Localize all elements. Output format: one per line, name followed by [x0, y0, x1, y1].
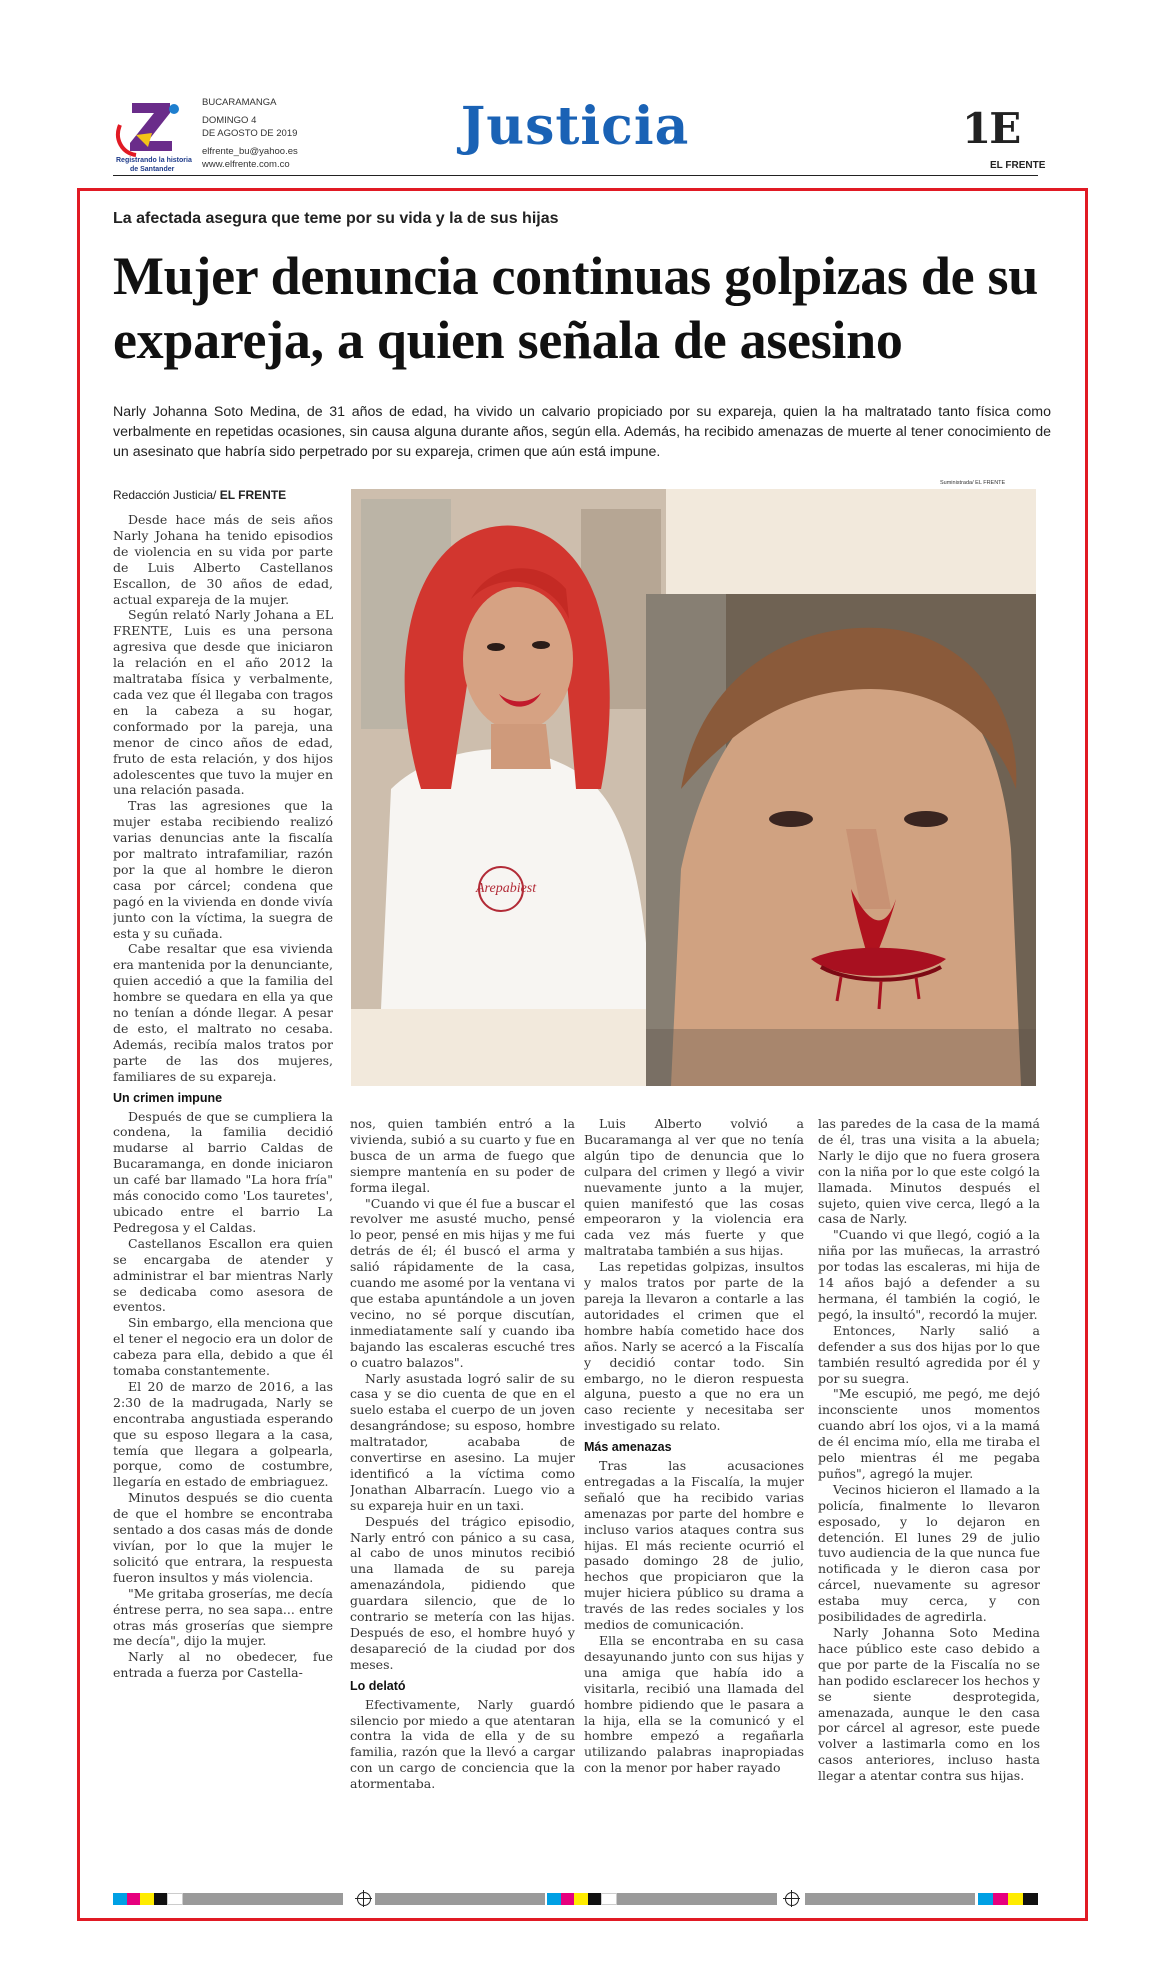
paragraph: Castellanos Escallon era quien se encargaba de atender y administrar el bar mientras Narly se dedicaba como asesora de eventos.	[113, 1235, 333, 1315]
masthead-meta	[202, 96, 298, 171]
paragraph: Tras las agresiones que la mujer estaba recibiendo realizó varias denuncias ante la fiscalía por maltrato intrafamiliar, razón por la que al hombre le dieron casa por cárcel; condena que pagó en la vivienda en donde vivía junto con la víctima, la suegra de esta y su cuñada.	[113, 798, 333, 941]
column-3	[584, 1116, 804, 1861]
kicker: La afectada asegura que teme por su vida y la de sus hijas	[113, 210, 559, 227]
paragraph: Ella se encontraba en su casa desayunando junto con sus hijas y una amiga que había ido a visitarla, recibió una llamada del hombre pidiendo que le pasara a la hija, ella se la comunicó y el hombre empezó a regañarla utilizando palabras inapropiadas con la menor por haber rayado	[584, 1633, 804, 1776]
byline-paper: EL FRENTE	[219, 488, 287, 502]
paragraph: "Me gritaba groserías, me decía éntrese perra, no sea sapa... entre otras más groserías que siempre me decía", dijo la mujer.	[113, 1585, 333, 1649]
paragraph: Desde hace más de seis años Narly Johana ha tenido episodios de violencia en su vida por parte de Luis Alberto Castellanos Escallon, de 30 años de edad, actual expareja de la mujer.	[113, 512, 333, 607]
subhead-mas-amenazas: Más amenazas	[584, 1440, 672, 1455]
masthead-rule	[113, 175, 1038, 176]
photo-credit: Suministrada/ EL FRENTE	[940, 480, 1006, 486]
paragraph: "Cuando vi que él fue a buscar el revolver me asusté mucho, pensé lo peor, pensé en mis hijas y me fui detrás de él; él buscó el arma y salió rápidamente de la casa, cuando me asomé por la ventana vi que estaba apuntándole a un joven vecino, no sé porque discutían, inmediatamente salí y cuando iba bajando las escaleras escuché tres o cuatro balazos".	[350, 1195, 575, 1370]
email: elfrente_bu@yahoo.es	[202, 146, 298, 157]
column-4	[818, 1116, 1040, 1861]
paragraph: Narly al no obedecer, fue entrada a fuerza por Castella-	[113, 1649, 333, 1681]
website: www.elfrente.com.co	[202, 159, 290, 170]
byline-prefix: Redacción Justicia/	[113, 488, 217, 502]
paragraph: Después de que se cumpliera la condena, la familia decidió mudarse al barrio Caldas de Bucaramanga, en donde iniciaron un café bar llamado "La hora fría" más conocido como 'Los tauretes', ubicado entre el barrio La Pedregosa y el Caldas.	[113, 1108, 333, 1235]
paragraph: "Me escupió, me pegó, me dejó inconsciente unos momentos cuando abrí los ojos, vi a la mamá de él encima mío, ella me tiraba el pelo mientras él me pegaba puños", agregó la mujer.	[818, 1386, 1040, 1481]
paragraph: Según relató Narly Johana a EL FRENTE, Luis es una persona agresiva que desde que iniciaron la relación en el año 2012 la maltrataba física y verbalmente, cada vez que él llegaba con tragos en la cabeza a su hogar, conformado por la pareja, una menor de cinco años de edad, fruto de esta relación, y dos hijos adolescentes que tuvo la mujer en una relación pasada.	[113, 607, 333, 798]
paragraph: Minutos después se dio cuenta de que el hombre se encontraba sentado a dos casas más de donde vivían, por lo que la mujer le solicitó que entrara, la respuesta fueron insultos y más violencia.	[113, 1490, 333, 1585]
color-registration-bar-mid	[547, 1893, 617, 1905]
column-2	[350, 1116, 575, 1861]
paragraph: "Cuando vi que llegó, cogió a la niña por las muñecas, la arrastró por todas las escaleras, mi hija de 14 años bajó a defender a su hermana, él también la cogió, le pegó, la insultó", recordó la mujer.	[818, 1227, 1040, 1322]
paragraph: El 20 de marzo de 2016, a las 2:30 de la madrugada, Narly se encontraba angustiada esperando que su esposo llegara a la casa, temía que llegara a golpearla, porque, como de costumbre, llegaría en estado de embriaguez.	[113, 1378, 333, 1490]
photo-collage	[351, 489, 1036, 1086]
logo-tagline-1: Registrando la historia	[116, 157, 192, 164]
paragraph: Las repetidas golpizas, insultos y malos tratos por parte de la pareja la llevaron a contarle a las autoridades el crimen que el hombre había cometido hace dos años. Narly se acercó a la Fiscalía y decidió contar todo. Sin embargo, no le dieron respuesta alguna, puesto a que no era un caso reciente y necesitaba ser investigado su relato.	[584, 1259, 804, 1434]
paragraph: Sin embargo, ella menciona que el tener el negocio era un dolor de cabeza para ella, debido a que él tomaba constantemente.	[113, 1315, 333, 1379]
section-title: Justicia	[460, 96, 690, 157]
lead-paragraph: Narly Johanna Soto Medina, de 31 años de edad, ha vivido un calvario propiciado por su expareja, quien la ha maltratado tanto física como verbalmente en repetidas ocasiones, sin causa alguna durante años, según ella. Además, ha recibido amenazas de muerte al tener conocimiento de un asesinato que habría sido perpetrado por su expareja, crimen que aún está impune.	[113, 404, 1051, 460]
paragraph: Vecinos hicieron el llamado a la policía, finalmente lo llevaron esposado, y lo dejaron en detención. El lunes 29 de julio tuvo audiencia de la que nunca fue notificada y le dieron casa por cárcel, nuevamente su agresor estaba muy cerca, y con posibilidades de agredirla.	[818, 1481, 1040, 1625]
subhead-lo-delato: Lo delató	[350, 1678, 406, 1693]
city: BUCARAMANGA	[202, 97, 277, 108]
gray-bar	[617, 1893, 777, 1905]
paragraph: Tras las acusaciones entregadas a la Fiscalía, la mujer señaló que ha recibido varias amenazas por parte del hombre e incluso varios ataques contra sus hijas. El más reciente ocurrió el pasado domingo 28 de julio, hechos que propiciaron que la mujer hiciera público su drama a través de las redes sociales y los medios de comunicación.	[584, 1458, 804, 1633]
color-registration-bar-right	[978, 1893, 1038, 1905]
gray-bar	[183, 1893, 343, 1905]
paragraph: las paredes de la casa de la mamá de él, tras una visita a la abuela; Narly le dijo que no fuera grosera con la niña por lo que este colgó la llamada. Minutos después el sujeto, quien vive cerca, llegó a la casa de Narly.	[818, 1116, 1040, 1227]
paragraph: Narly Johanna Soto Medina hace público este caso debido a que por parte de la Fiscalía no se han podido esclarecer los hechos y se siente desprotegida, amenazada, aunque le den casa por cárcel al agresor, este puede volver a lastimarla como en los casos anteriores, incluso hasta llegar a atentar contra sus hijas.	[818, 1625, 1040, 1784]
headline: Mujer denuncia continuas golpizas de su expareja, a quien señala de asesino	[113, 246, 1038, 370]
photo-portrait	[351, 489, 666, 1009]
page-logo: 1E	[962, 104, 1020, 153]
paragraph: Efectivamente, Narly guardó silencio por miedo a que atentaran contra la vida de ella y de su familia, razón que la llevó a cargar con un cargo de conciencia que la atormentaba.	[350, 1696, 575, 1792]
paragraph: Entonces, Narly salió a defender a sus dos hijas por lo que también resultó agredida por él y por su suegra.	[818, 1322, 1040, 1386]
registration-mark-icon	[785, 1892, 799, 1906]
photo-injury	[646, 594, 1036, 1086]
gray-bar	[805, 1893, 975, 1905]
date-line-2: DE AGOSTO DE 2019	[202, 128, 298, 139]
photo-collage-svg	[351, 489, 1036, 1086]
apron-logo-text: Arepabiest	[476, 881, 537, 896]
subhead-crimen-impune: Un crimen impune	[113, 1090, 223, 1105]
paragraph: Narly asustada logró salir de su casa y se dio cuenta de que en el suelo estaba el cuerpo de un joven desangrándose; su esposo, hombre maltratador, acababa de convertirse en asesino. La mujer identificó a la víctima como Jonathan Albarracín. Luego vio a su expareja huir en un taxi.	[350, 1370, 575, 1513]
page-brand: EL FRENTE	[990, 160, 1046, 171]
column-1	[113, 512, 333, 1862]
paragraph: Luis Alberto volvió a Bucaramanga al ver que no tenía algún tipo de denuncia que lo culpara del crimen y llegó a vivir nuevamente junto a la mujer, quien manifestó que las cosas empeoraron y la violencia era cada vez más fuerte y que maltrataba también a sus hijas.	[584, 1116, 804, 1259]
byline	[113, 488, 286, 502]
color-registration-bar-left	[113, 1893, 183, 1905]
paragraph: Después del trágico episodio, Narly entró con pánico a su casa, al cabo de unos minutos recibió una llamada de su pareja amenazándola, pidiendo que guardara silencio, que de lo contrario se metería con las hijas. Después de eso, el hombre huyó y desapareció de la ciudad por dos meses.	[350, 1513, 575, 1672]
date-line-1: DOMINGO 4	[202, 115, 257, 126]
paragraph: Cabe resaltar que esa vivienda era mantenida por la denunciante, quien accedió a que la familia del hombre se quedara en ella ya que no tenían a dónde llegar. A pesar de esto, el maltrato no cesaba. Además, recibía malos tratos por parte de las dos mujeres, familiares de su expareja.	[113, 941, 333, 1084]
logo-tagline-2: de Santander	[130, 166, 175, 173]
newspaper-logo	[112, 95, 202, 185]
registration-mark-icon	[357, 1892, 371, 1906]
gray-bar	[375, 1893, 545, 1905]
paragraph: nos, quien también entró a la vivienda, subió a su cuarto y fue en busca de un arma de fuego que siempre mantenía en su poder de forma ilegal.	[350, 1116, 575, 1195]
